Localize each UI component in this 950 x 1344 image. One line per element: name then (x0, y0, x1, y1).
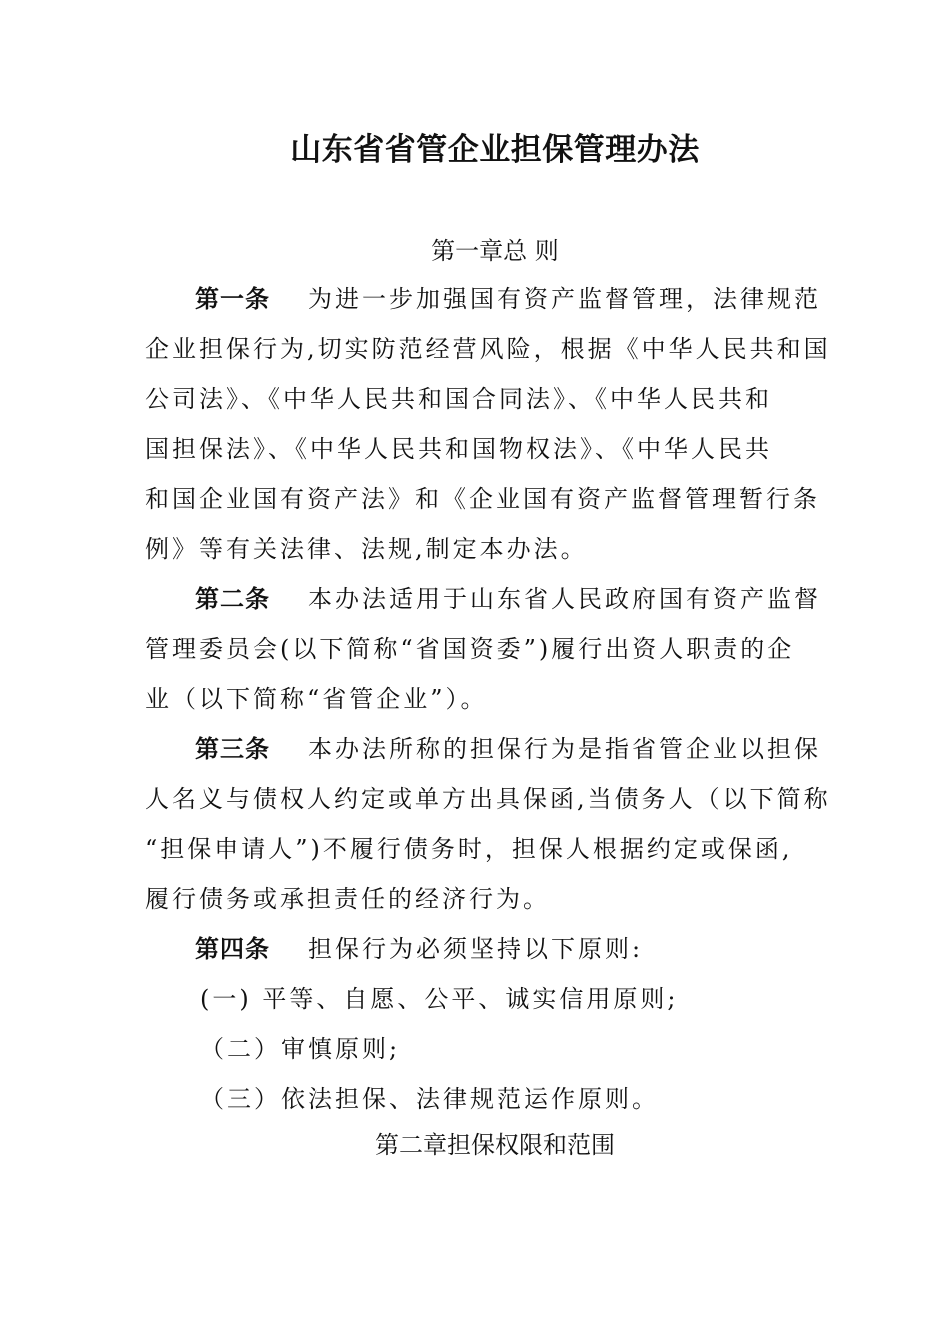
article-1-line-4: 国担保法》、《中华人民共和国物权法》、《中华人民共 (145, 435, 772, 463)
article-1-line-2: 企业担保行为,切实防范经营风险，根据《中华人民共和国 (145, 335, 831, 363)
article-4-item-3: （三）依法担保、法律规范运作原则。 (200, 1085, 659, 1113)
document-body (145, 274, 831, 1124)
article-3-label: 第三条 (195, 735, 270, 763)
article-1-line-1 (145, 274, 821, 324)
chapter-heading-2: 第二章担保权限和范围 (375, 1131, 615, 1159)
article-2-label: 第二条 (195, 585, 270, 613)
article-3-line-3: “担保申请人”)不履行债务时，担保人根据约定或保函, (145, 835, 793, 863)
article-2-text: 本办法适用于山东省人民政府国有资产监督 (308, 585, 821, 613)
article-2-line-3: 业（以下简称“省管企业”）。 (145, 685, 488, 713)
article-1-text: 为进一步加强国有资产监督管理，法律规范 (308, 285, 821, 313)
article-3-text: 本办法所称的担保行为是指省管企业以担保 (308, 735, 821, 763)
article-3-line-4: 履行债务或承担责任的经济行为。 (145, 885, 550, 913)
article-4-label: 第四条 (195, 935, 270, 963)
article-2-line-1 (145, 574, 821, 624)
article-4-item-1: (一) 平等、自愿、公平、诚实信用原则; (200, 985, 679, 1013)
article-1-line-5: 和国企业国有资产法》和《企业国有资产监督管理暂行条 (145, 485, 820, 513)
article-3-line-1 (145, 724, 821, 774)
article-2-line-2: 管理委员会(以下简称“省国资委”)履行出资人职责的企 (145, 635, 795, 663)
article-1-line-3: 公司法》、《中华人民共和国合同法》、《中华人民共和 (145, 385, 772, 413)
article-3-line-2: 人名义与债权人约定或单方出具保函,当债务人（以下简称 (145, 785, 831, 813)
article-1-label: 第一条 (195, 285, 270, 313)
article-4-line-1 (145, 924, 805, 974)
article-4-item-2: （二）审慎原则; (200, 1035, 401, 1063)
article-1-line-6: 例》等有关法律、法规,制定本办法。 (145, 535, 588, 563)
chapter-heading-1: 第一章总 则 (431, 237, 559, 265)
document-title: 山东省省管企业担保管理办法 (290, 132, 700, 168)
article-4-text: 担保行为必须坚持以下原则: (308, 935, 644, 963)
